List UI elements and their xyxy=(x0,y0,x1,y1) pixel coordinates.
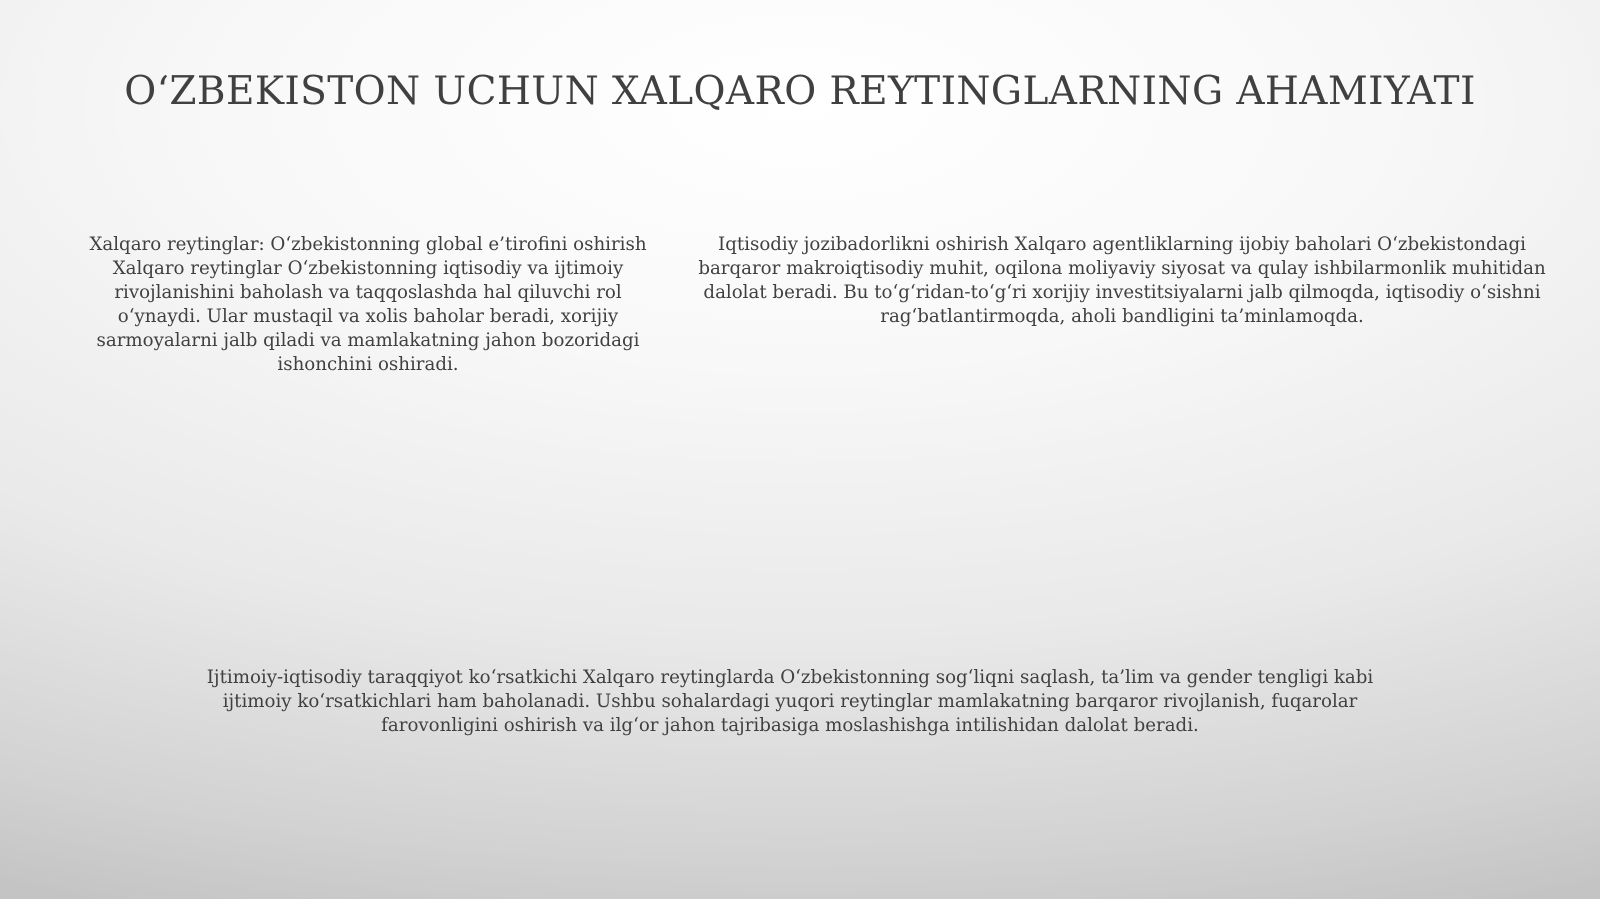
text-block-global-recognition: Xalqaro reytinglar: O‘zbekistonning global e’tirofini oshirish Xalqaro reytinglar O‘zbekistonning iqtisodiy va ijtimoiy rivojlanishini baholash va taqqoslashda hal qiluvchi rol o‘ynaydi. Ular mustaqil va xolis baholar beradi, xorijiy sarmoyalarni jalb qiladi va mamlakatning jahon bozoridagi ishonchini oshiradi. xyxy=(89,234,647,375)
text-block-economic-attractiveness: Iqtisodiy jozibadorlikni oshirish Xalqaro agentliklarning ijobiy baholari O‘zbekistondagi barqaror makroiqtisodiy muhit, oqilona moliyaviy siyosat va qulay ishbilarmonlik muhitidan dalolat beradi. Bu to‘g‘ridan-to‘g‘ri xorijiy investitsiyalarni jalb qilmoqda, iqtisodiy o‘sishni rag‘batlantirmoqda, aholi bandligini ta’minlamoqda. xyxy=(698,234,1546,327)
text-block-socioeconomic-progress: Ijtimoiy-iqtisodiy taraqqiyot ko‘rsatkichi Xalqaro reytinglarda O‘zbekistonning sog‘liqni saqlash, ta’lim va gender tengligi kabi ijtimoiy ko‘rsatkichlari ham baholanadi. Ushbu sohalardagi yuqori reytinglar mamlakatning barqaror rivojlanish, fuqarolar farovonligini oshirish va ilg‘or jahon tajribasiga moslashishga intilishidan dalolat beradi. xyxy=(206,667,1374,736)
slide-title: O‘ZBEKISTON UCHUN XALQARO REYTINGLARNING AHAMIYATI xyxy=(124,69,1476,114)
